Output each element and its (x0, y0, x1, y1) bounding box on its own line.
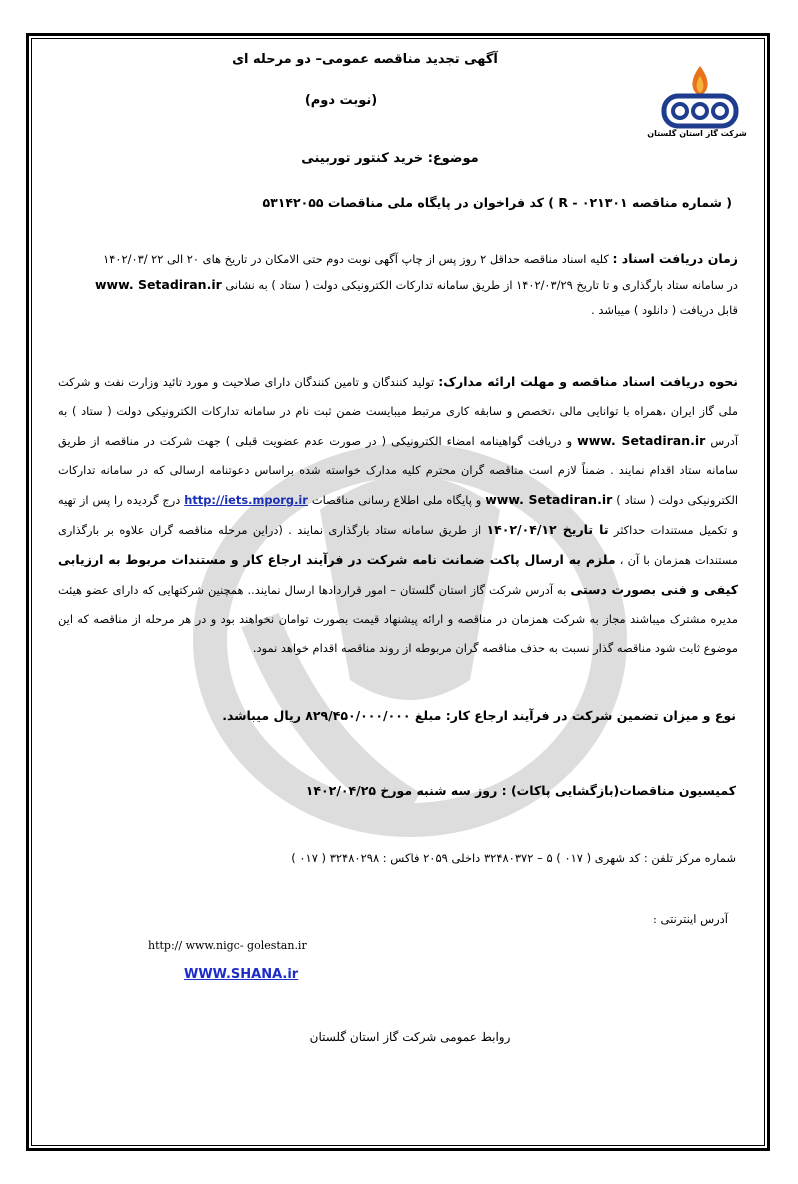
setadiran-link[interactable]: www. Setadiran.ir (95, 277, 222, 292)
receipt-line1: کلیه اسناد مناقصه حداقل ۲ روز پس از چاپ آگهی نوبت دوم حتی الامکان در تاریخ های ۲۰ الی ۲۲ /۱۴۰۲/۰۳ (103, 252, 609, 266)
submission-text-2: و دریافت گواهینامه امضاء الکترونیکی ( در صورت عدم عضویت قبلی ) جهت شرکت در مناقصه از طریق سامانه ستاد اقدام نمایند . ضمناً لازم است مناقصه گران محترم کلیه مدارک خواسته شده براساس دعوتنامه ارسالی که در سامانه تدارکات الکترونیکی دولت ( ستاد ) (58, 434, 738, 507)
setadiran-link-3[interactable]: www. Setadiran.ir (485, 492, 613, 507)
contact-line: شماره مرکز تلفن : کد شهری ( ۰۱۷ ) ۵ – ۳۲۴۸۰۳۷۲ داخلی ۲۰۵۹ فاکس : ۳۲۴۸۰۲۹۸ ( ۰۱۷ ) (291, 851, 736, 865)
receipt-label: زمان دریافت اسناد : (612, 251, 738, 266)
shana-link[interactable]: WWW.SHANA.ir (184, 967, 299, 982)
guarantee-line: نوع و میزان تضمین شرکت در فرآیند ارجاع کار: مبلغ ۸۲۹/۴۵۰/۰۰۰/۰۰۰ ریال میباشد. (222, 708, 736, 723)
submission-section (58, 367, 738, 663)
receipt-line3: قابل دریافت ( دانلود ) میباشد . (591, 303, 738, 317)
logo-caption: شرکت گاز استان گلستان (647, 129, 747, 138)
iets-link[interactable]: http://iets.mporg.ir (184, 493, 308, 507)
guarantee-envelope-text: ملزم به ارسال پاکت ضمانت نامه شرکت در فرآیند ارجاع کار و مستندات مربوط به ارزیابی کیفی و فنی بصورت دستی (58, 552, 739, 597)
submission-text-1: تولید کنندگان و تامین کنندگان دارای صلاحیت و مورد تائید وزارت نفت و شرکت ملی گاز ایران ،همراه با توانایی مالی ،تخصص و سابقه کاری مرتبط میبایست ضمن ثبت نام در سامانه تدارکات الکترونیکی دولت ( ستاد ) به آدرس (58, 375, 738, 448)
internet-label: آدرس اینترنتی : (652, 912, 728, 926)
setadiran-link-2[interactable]: www. Setadiran.ir (577, 433, 706, 448)
round-label: (نوبت دوم) (304, 93, 378, 108)
submission-text-3: و پایگاه ملی اطلاع رسانی مناقصات (311, 493, 482, 507)
submission-text-6: به آدرس شرکت گاز استان گلستان – امور قراردادها ارسال نمایند.. همچنین شرکتهایی که دارای عضو هیئت مدیره مشترک میباشند مجاز به شرکت همزمان در مناقصه و ارائه پیشنهاد قیمت بصورت توامان نخواهند بود و در هر مرحله از مناقصه که این موضوع ثابت شود مناقصه گذار نسبت به حذف مناقصه گران مربوطه از روند مناقصه اقدام خواهد نمود. (58, 583, 738, 655)
submission-text-5: از طریق سامانه ستاد بارگذاری نمایند . (دراین مرحله مناقصه گران علاوه بر بارگذاری مستندات همزمان با آن ، (58, 523, 738, 567)
footer-public-relations: روابط عمومی شرکت گاز استان گلستان (309, 1030, 511, 1044)
tender-number-line: ( شماره مناقصه R - ۰۲۱۳۰۱ ) کد فراخوان در پایگاه ملی مناقصات ۵۳۱۴۲۰۵۵ (262, 195, 732, 210)
receipt-line2: در سامانه ستاد بارگذاری و تا تاریخ ۱۴۰۲/۰۳/۲۹ از طریق سامانه تدارکات الکترونیکی دولت ( ستاد ) به نشانی (225, 278, 738, 292)
gas-company-logo-icon (658, 62, 742, 138)
submission-text-4: درج گردیده را پس از تهیه و تکمیل مستندات حداکثر (58, 493, 738, 537)
commission-line: کمیسیون مناقصات(بازگشایی پاکات) : روز سه شنبه مورخ ۱۴۰۲/۰۴/۲۵ (305, 783, 736, 798)
page-title: آگهی تجدید مناقصه عمومی– دو مرحله ای (232, 52, 498, 67)
website-url[interactable]: http:// www.nigc- golestan.ir (148, 939, 307, 952)
subject-line: موضوع: خرید کنتور توربینی (301, 151, 479, 166)
receipt-section (58, 246, 738, 323)
deadline-text: تا تاریخ ۱۴۰۲/۰۴/۱۲ (486, 522, 609, 537)
submission-label: نحوه دریافت اسناد مناقصه و مهلت ارائه مدارک: (438, 374, 739, 389)
